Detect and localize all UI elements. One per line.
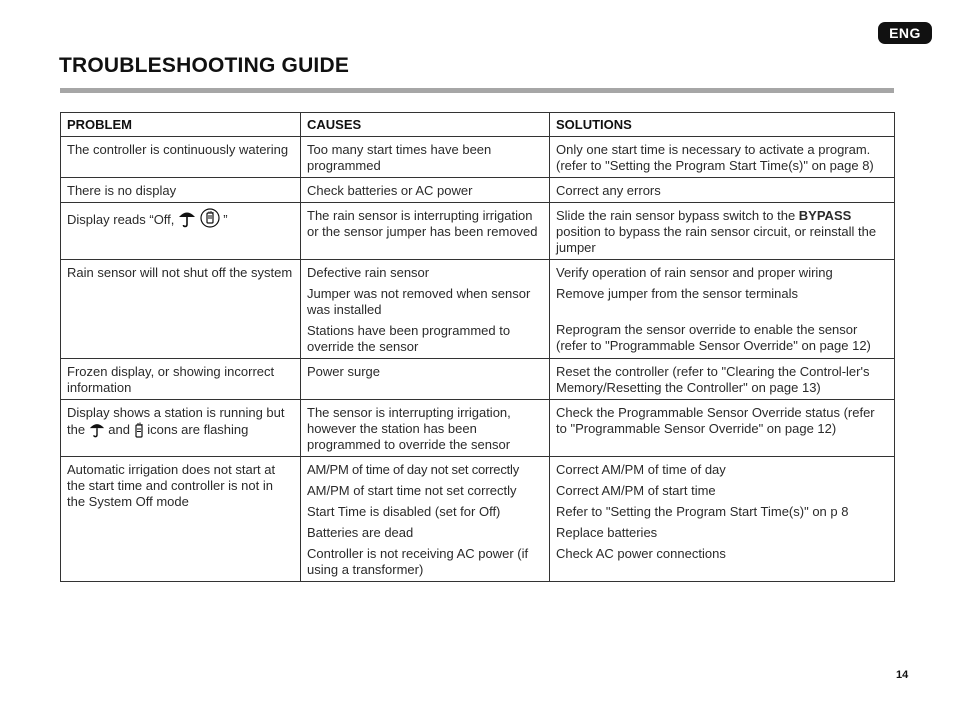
solution-item: Only one start time is necessary to activate a program. (refer to "Setting the Program Start Time(s)" on page 8) (556, 142, 874, 173)
causes-cell (301, 137, 550, 178)
problem-text-prefix: Display shows a station is running but the (67, 405, 285, 437)
cause-item: Batteries are dead (307, 525, 414, 540)
solution-text-prefix: Slide the rain sensor bypass switch to the (556, 208, 799, 223)
causes-cell (301, 178, 550, 203)
cause-item: Controller is not receiving AC power (if using a transformer) (307, 546, 529, 577)
causes-cell (301, 203, 550, 260)
solution-item: Correct AM/PM of start time (556, 483, 716, 498)
problem-cell: Automatic irrigation does not start at the start time and controller is not in the System Off mode (61, 457, 301, 582)
table-row (61, 178, 895, 203)
solutions-cell (550, 178, 895, 203)
column-header-causes: CAUSES (301, 113, 550, 137)
umbrella-icon (89, 421, 105, 442)
language-badge: ENG (878, 22, 932, 44)
solutions-cell (550, 137, 895, 178)
solution-item: Verify operation of rain sensor and proper wiring (556, 265, 833, 280)
solution-item: Check the Programmable Sensor Override status (refer to "Programmable Sensor Override" on page 12) (556, 405, 875, 436)
table-row (61, 400, 895, 457)
cause-item: The rain sensor is interrupting irrigation or the sensor jumper has been removed (307, 208, 538, 239)
cause-item: Check batteries or AC power (307, 183, 473, 198)
problem-text-prefix: Display reads “Off, (67, 212, 179, 227)
column-header-solutions: SOLUTIONS (550, 113, 895, 137)
problem-cell (61, 203, 301, 260)
solutions-cell (550, 359, 895, 400)
table-row (61, 359, 895, 400)
solution-item: Remove jumper from the sensor terminals (556, 286, 799, 301)
problem-text-middle: and (104, 422, 134, 437)
table-row (61, 137, 895, 178)
problem-cell: Frozen display, or showing incorrect information (61, 359, 301, 400)
solutions-cell (550, 203, 895, 260)
sensor-hand-icon (134, 421, 144, 442)
causes-cell (301, 359, 550, 400)
solutions-cell (550, 457, 895, 582)
causes-cell (301, 457, 550, 582)
table-row (61, 260, 895, 359)
solution-text-suffix: position to bypass the rain sensor circuit, or reinstall the jumper (556, 224, 877, 255)
page-title: TROUBLESHOOTING GUIDE (59, 54, 350, 77)
cause-item: The sensor is interrupting irrigation, however the station has been programmed to override the sensor (307, 405, 511, 452)
table-row (61, 203, 895, 260)
cause-item: Jumper was not removed when sensor was installed (307, 286, 531, 317)
problem-text-suffix: ” (219, 212, 228, 227)
solutions-cell (550, 260, 895, 359)
solution-item: Refer to "Setting the Program Start Time(s)" on p 8 (556, 504, 849, 519)
solution-item: Correct any errors (556, 183, 661, 198)
problem-cell: The controller is continuously watering (61, 137, 301, 178)
title-divider (60, 88, 894, 93)
problem-cell (61, 400, 301, 457)
table-row (61, 457, 895, 582)
troubleshooting-table (60, 112, 895, 582)
table-header-row (61, 113, 895, 137)
page-number: 14 (896, 669, 909, 681)
cause-item: AM/PM of start time not set correctly (307, 483, 517, 498)
sensor-hand-icon (200, 208, 220, 232)
solution-item: Correct AM/PM of time of day (556, 462, 726, 477)
cause-item: Defective rain sensor (307, 265, 430, 280)
solution-item: Reprogram the sensor override to enable the sensor (refer to "Programmable Sensor Override" on page 12) (556, 322, 871, 353)
solutions-cell (550, 400, 895, 457)
solution-item: Reset the controller (refer to "Clearing the Control-ler's Memory/Resetting the Controller" on page 13) (556, 364, 870, 395)
cause-item: Stations have been programmed to override the sensor (307, 323, 511, 354)
causes-cell (301, 260, 550, 359)
causes-cell (301, 400, 550, 457)
cause-item: Power surge (307, 364, 380, 379)
umbrella-icon (178, 209, 196, 232)
problem-cell: There is no display (61, 178, 301, 203)
solution-item: Replace batteries (556, 525, 658, 540)
bypass-label: BYPASS (798, 208, 852, 223)
column-header-problem: PROBLEM (61, 113, 301, 137)
problem-cell: Rain sensor will not shut off the system (61, 260, 301, 359)
cause-item: Start Time is disabled (set for Off) (307, 504, 501, 519)
cause-item: Too many start times have been programmed (307, 142, 492, 173)
problem-text-suffix: icons are flashing (143, 422, 249, 437)
solution-item: Check AC power connections (556, 546, 726, 561)
cause-item: AM/PM of time of day not set correctly (307, 462, 520, 477)
